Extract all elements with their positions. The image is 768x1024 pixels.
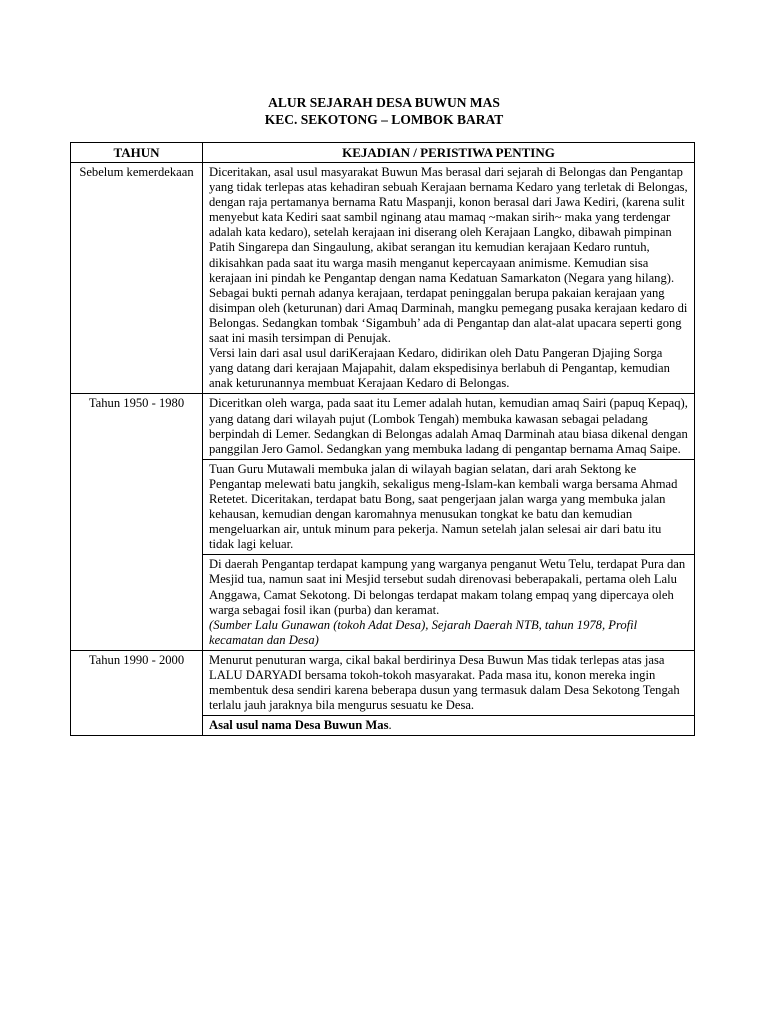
event-cell: Diceritkan oleh warga, pada saat itu Lemer adalah hutan, kemudian amaq Sairi (papuq Kepaq), yang datang dari wilayah pujut (Lombok Tengah) membuka kawasan sebagai peladang berpindah di Lemer. Sedangkan di Belongas adalah Amaq Darminah atau biasa dikenal dengan panggilan Jero Gamol. Sedangkan yang membuka ladang di pengantap bernama Amaq Saipe. xyxy=(203,394,695,459)
event-cell xyxy=(203,555,695,651)
year-cell: Sebelum kemerdekaan xyxy=(71,163,203,394)
header-event: KEJADIAN / PERISTIWA PENTING xyxy=(203,143,695,163)
event-cell: Tuan Guru Mutawali membuka jalan di wilayah bagian selatan, dari arah Sektong ke Pengantap melewati batu jangkih, sekaligus meng-Islam-kan kembali warga bersama Ahmad Retetet. Diceritakan, terdapat batu Bong, saat pengerjaan jalan warga yang membuka jalan kehausan, kemudian dengan karomahnya menusukan tongkat ke batu dan kemudian mengeluarkan air, untuk minum para pekerja. Namun setelah jalan selesai air dari batu itu tidak lagi keluar. xyxy=(203,459,695,555)
history-table xyxy=(70,142,695,736)
table-header-row xyxy=(71,143,695,163)
document-title: ALUR SEJARAH DESA BUWUN MAS xyxy=(268,95,500,110)
event-cell xyxy=(203,716,695,736)
event-paragraph: Di daerah Pengantap terdapat kampung yang warganya penganut Wetu Telu, terdapat Pura dan Mesjid tua, namun saat ini Mesjid tersebut sudah direnovasi beberapakali, pertama oleh Lalu Anggawa, Camat Sekotong. Di belongas terdapat makam tolang empaq yang dipercaya oleh warga sebagai fosil ikan (purba) dan keramat. xyxy=(209,557,686,617)
year-cell: Tahun 1950 - 1980 xyxy=(71,394,203,651)
event-cell: Menurut penuturan warga, cikal bakal berdirinya Desa Buwun Mas tidak terlepas atas jasa LALU DARYADI bersama tokoh-tokoh masyarakat. Pada masa itu, konon mereka ingin membentuk desa sendiri karena beberapa dusun yang termasuk dalam Desa Sekotong Tengah terlalu jauh jaraknya bila mengurus sesuatu ke Desa. xyxy=(203,650,695,715)
document-subtitle: KEC. SEKOTONG – LOMBOK BARAT xyxy=(264,112,504,127)
event-paragraph: Diceritakan, asal usul masyarakat Buwun Mas berasal dari sejarah di Belongas dan Pengantap yang tidak terlepas atas kehadiran sebuah Kerajaan bernama Kedaro yang terletak di Belongas, dengan raja pertamanya bernama Ratu Maspanji, konon berasal dari Jawa Kediri, (karena sulit menyebut kata Kediri saat sambil nginang atau mamaq ~makan sirih~ maka yang terdengar adalah kata kedaro), setelah kerajaan ini diserang oleh Kerajaan Langko, dibawah pimpinan Patih Singarepa dan Singaulung, akibat serangan itu kemudian kerajaan Kedaro runtuh, dikisahkan pada saat itu warga masih menganut kepercayaan animisme. Kemudian sisa kerajaan ini pindah ke Pengantap dengan nama Kedatuan Samarkaton (Negara yang hilang). Sebagai bukti pernah adanya kerajaan, terdapat peninggalan berupa pakaian kerajaan yang disimpan oleh (keturunan) dari Amaq Darminah, mangku pemegang pusaka kerajaan kedaro di Belongas. Sedangkan tombak ‘Sigambuh’ ada di Pengantap dan alat-alat upacara seperti gong saat ini masih tersimpan di Penujak. xyxy=(209,165,688,346)
year-cell: Tahun 1990 - 2000 xyxy=(71,650,203,735)
table-row xyxy=(71,394,695,459)
table-row xyxy=(71,163,695,394)
heading-punctuation: . xyxy=(388,718,392,733)
header-year: TAHUN xyxy=(71,143,203,163)
event-cell xyxy=(203,163,695,394)
event-paragraph: Versi lain dari asal usul dariKerajaan Kedaro, didirikan oleh Datu Pangeran Djajing Sorga yang datang dari kerajaan Majapahit, dalam ekspedisinya berlabuh di Pengantap, kemudian anak keturunannya membuat Kerajaan Kedaro di Belongas. xyxy=(209,346,670,391)
source-citation: (Sumber Lalu Gunawan (tokoh Adat Desa), Sejarah Daerah NTB, tahun 1978, Profil kecamatan dan Desa) xyxy=(209,617,638,647)
section-heading: Asal usul nama Desa Buwun Mas xyxy=(209,718,389,733)
table-row xyxy=(71,650,695,715)
